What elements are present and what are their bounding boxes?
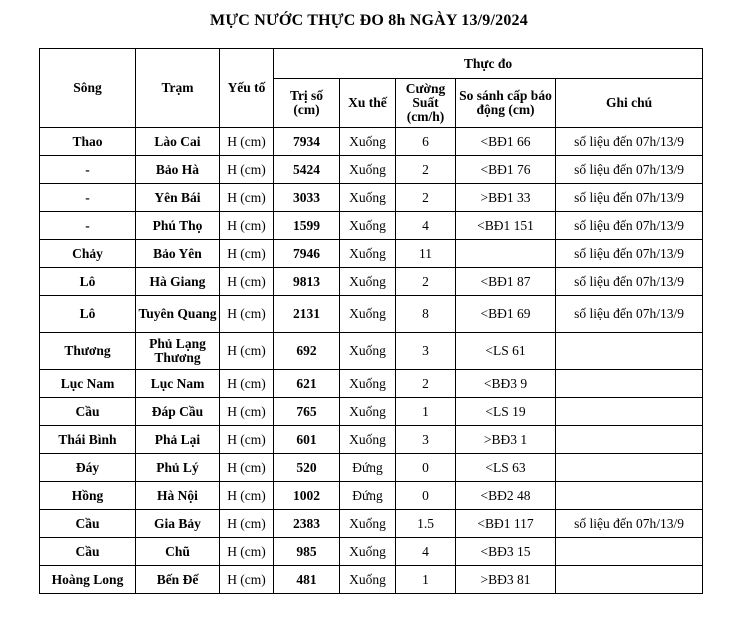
cell-tram: Yên Bái: [136, 184, 220, 212]
cell-song: -: [40, 184, 136, 212]
cell-song: Cầu: [40, 510, 136, 538]
cell-tri-so: 621: [274, 370, 340, 398]
cell-song: -: [40, 212, 136, 240]
table-row: [40, 333, 703, 370]
cell-xu-the: Xuống: [340, 566, 396, 594]
cell-tri-so: 985: [274, 538, 340, 566]
header-yeu-to: Yếu tố: [220, 49, 274, 128]
cell-ghi-chu: [556, 538, 703, 566]
cell-cuong-suat: 8: [396, 296, 456, 333]
table-row: [40, 566, 703, 594]
table-row: [40, 296, 703, 333]
cell-song: Thái Bình: [40, 426, 136, 454]
cell-tram: Bảo Hà: [136, 156, 220, 184]
table-row: [40, 398, 703, 426]
cell-ghi-chu: [556, 482, 703, 510]
cell-ghi-chu: [556, 398, 703, 426]
header-so-sanh: So sánh cấp báo động (cm): [456, 79, 556, 128]
cell-so-sanh: <BĐ1 87: [456, 268, 556, 296]
cell-tram: Tuyên Quang: [136, 296, 220, 333]
header-thuc-do: Thực đo: [274, 49, 703, 79]
cell-ghi-chu: số liệu đến 07h/13/9: [556, 212, 703, 240]
cell-song: Lô: [40, 268, 136, 296]
cell-so-sanh: >BĐ1 33: [456, 184, 556, 212]
cell-tram: Đáp Cầu: [136, 398, 220, 426]
cell-yeu-to: H (cm): [220, 398, 274, 426]
cell-yeu-to: H (cm): [220, 333, 274, 370]
cell-song: Hoàng Long: [40, 566, 136, 594]
cell-ghi-chu: [556, 426, 703, 454]
water-level-table: [39, 48, 703, 594]
cell-tri-so: 2383: [274, 510, 340, 538]
cell-so-sanh: <BĐ1 69: [456, 296, 556, 333]
cell-tri-so: 9813: [274, 268, 340, 296]
header-ghi-chu: Ghi chú: [556, 79, 703, 128]
cell-cuong-suat: 4: [396, 212, 456, 240]
cell-ghi-chu: số liệu đến 07h/13/9: [556, 128, 703, 156]
cell-tri-so: 520: [274, 454, 340, 482]
cell-xu-the: Xuống: [340, 128, 396, 156]
cell-so-sanh: <LS 63: [456, 454, 556, 482]
page-title: MỰC NƯỚC THỰC ĐO 8h NGÀY 13/9/2024: [210, 12, 528, 29]
cell-cuong-suat: 3: [396, 333, 456, 370]
cell-cuong-suat: 0: [396, 454, 456, 482]
cell-xu-the: Xuống: [340, 212, 396, 240]
cell-so-sanh: <BĐ1 151: [456, 212, 556, 240]
table-row: [40, 212, 703, 240]
cell-song: Thao: [40, 128, 136, 156]
cell-tram: Bến Đế: [136, 566, 220, 594]
cell-xu-the: Xuống: [340, 510, 396, 538]
cell-tri-so: 7946: [274, 240, 340, 268]
cell-ghi-chu: số liệu đến 07h/13/9: [556, 156, 703, 184]
table-row: [40, 454, 703, 482]
cell-so-sanh: <BĐ1 76: [456, 156, 556, 184]
cell-yeu-to: H (cm): [220, 212, 274, 240]
cell-song: Cầu: [40, 398, 136, 426]
cell-song: Cầu: [40, 538, 136, 566]
cell-yeu-to: H (cm): [220, 566, 274, 594]
cell-xu-the: Xuống: [340, 370, 396, 398]
cell-yeu-to: H (cm): [220, 510, 274, 538]
cell-xu-the: Xuống: [340, 268, 396, 296]
cell-yeu-to: H (cm): [220, 426, 274, 454]
table-row: [40, 426, 703, 454]
cell-tram: Gia Bảy: [136, 510, 220, 538]
cell-tram: Phú Thọ: [136, 212, 220, 240]
cell-song: Chảy: [40, 240, 136, 268]
table-row: [40, 240, 703, 268]
cell-cuong-suat: 2: [396, 184, 456, 212]
cell-so-sanh: <BĐ1 66: [456, 128, 556, 156]
table-row: [40, 184, 703, 212]
cell-cuong-suat: 0: [396, 482, 456, 510]
cell-cuong-suat: 3: [396, 426, 456, 454]
header-cuong-suat: Cường Suất (cm/h): [396, 79, 456, 128]
cell-tri-so: 765: [274, 398, 340, 426]
cell-yeu-to: H (cm): [220, 482, 274, 510]
header-tri-so: Trị số (cm): [274, 79, 340, 128]
table-row: [40, 510, 703, 538]
cell-so-sanh: <BĐ1 117: [456, 510, 556, 538]
cell-tram: Chũ: [136, 538, 220, 566]
table-row: [40, 370, 703, 398]
cell-song: Lục Nam: [40, 370, 136, 398]
cell-tri-so: 692: [274, 333, 340, 370]
cell-tri-so: 7934: [274, 128, 340, 156]
cell-yeu-to: H (cm): [220, 184, 274, 212]
header-row-top: [40, 49, 703, 79]
cell-tri-so: 3033: [274, 184, 340, 212]
cell-tram: Bảo Yên: [136, 240, 220, 268]
cell-yeu-to: H (cm): [220, 370, 274, 398]
cell-xu-the: Xuống: [340, 333, 396, 370]
cell-yeu-to: H (cm): [220, 538, 274, 566]
table-row: [40, 268, 703, 296]
cell-ghi-chu: số liệu đến 07h/13/9: [556, 240, 703, 268]
cell-ghi-chu: số liệu đến 07h/13/9: [556, 268, 703, 296]
table-row: [40, 538, 703, 566]
header-xu-the: Xu thế: [340, 79, 396, 128]
table-row: [40, 482, 703, 510]
cell-so-sanh: <BĐ3 9: [456, 370, 556, 398]
cell-cuong-suat: 2: [396, 156, 456, 184]
cell-cuong-suat: 6: [396, 128, 456, 156]
cell-xu-the: Xuống: [340, 156, 396, 184]
cell-tram: Lục Nam: [136, 370, 220, 398]
cell-song: Lô: [40, 296, 136, 333]
cell-cuong-suat: 4: [396, 538, 456, 566]
cell-so-sanh: <LS 61: [456, 333, 556, 370]
cell-ghi-chu: [556, 454, 703, 482]
cell-song: Hồng: [40, 482, 136, 510]
cell-tram: Phủ Lạng Thương: [136, 333, 220, 370]
cell-xu-the: Xuống: [340, 398, 396, 426]
cell-tram: Hà Giang: [136, 268, 220, 296]
table-row: [40, 128, 703, 156]
cell-xu-the: Xuống: [340, 296, 396, 333]
cell-xu-the: Xuống: [340, 538, 396, 566]
cell-tri-so: 5424: [274, 156, 340, 184]
cell-so-sanh: <BĐ2 48: [456, 482, 556, 510]
cell-yeu-to: H (cm): [220, 296, 274, 333]
cell-cuong-suat: 1: [396, 398, 456, 426]
cell-ghi-chu: [556, 370, 703, 398]
cell-ghi-chu: số liệu đến 07h/13/9: [556, 184, 703, 212]
cell-yeu-to: H (cm): [220, 454, 274, 482]
header-tram: Trạm: [136, 49, 220, 128]
cell-tri-so: 601: [274, 426, 340, 454]
cell-tri-so: 481: [274, 566, 340, 594]
cell-xu-the: Xuống: [340, 240, 396, 268]
cell-so-sanh: [456, 240, 556, 268]
cell-tram: Phủ Lý: [136, 454, 220, 482]
cell-song: Đáy: [40, 454, 136, 482]
cell-tri-so: 2131: [274, 296, 340, 333]
cell-xu-the: Xuống: [340, 184, 396, 212]
cell-ghi-chu: [556, 566, 703, 594]
cell-xu-the: Xuống: [340, 426, 396, 454]
cell-so-sanh: <BĐ3 15: [456, 538, 556, 566]
cell-tram: Lào Cai: [136, 128, 220, 156]
cell-cuong-suat: 2: [396, 370, 456, 398]
table-row: [40, 156, 703, 184]
cell-so-sanh: >BĐ3 81: [456, 566, 556, 594]
cell-cuong-suat: 1.5: [396, 510, 456, 538]
cell-yeu-to: H (cm): [220, 240, 274, 268]
cell-so-sanh: <LS 19: [456, 398, 556, 426]
cell-cuong-suat: 1: [396, 566, 456, 594]
cell-ghi-chu: số liệu đến 07h/13/9: [556, 296, 703, 333]
cell-xu-the: Đứng: [340, 454, 396, 482]
cell-tri-so: 1002: [274, 482, 340, 510]
cell-tram: Hà Nội: [136, 482, 220, 510]
cell-yeu-to: H (cm): [220, 156, 274, 184]
cell-ghi-chu: số liệu đến 07h/13/9: [556, 510, 703, 538]
cell-yeu-to: H (cm): [220, 268, 274, 296]
cell-yeu-to: H (cm): [220, 128, 274, 156]
header-song: Sông: [40, 49, 136, 128]
cell-song: -: [40, 156, 136, 184]
cell-song: Thương: [40, 333, 136, 370]
cell-so-sanh: >BĐ3 1: [456, 426, 556, 454]
cell-cuong-suat: 2: [396, 268, 456, 296]
cell-cuong-suat: 11: [396, 240, 456, 268]
cell-xu-the: Đứng: [340, 482, 396, 510]
cell-tri-so: 1599: [274, 212, 340, 240]
cell-ghi-chu: [556, 333, 703, 370]
cell-tram: Phả Lại: [136, 426, 220, 454]
